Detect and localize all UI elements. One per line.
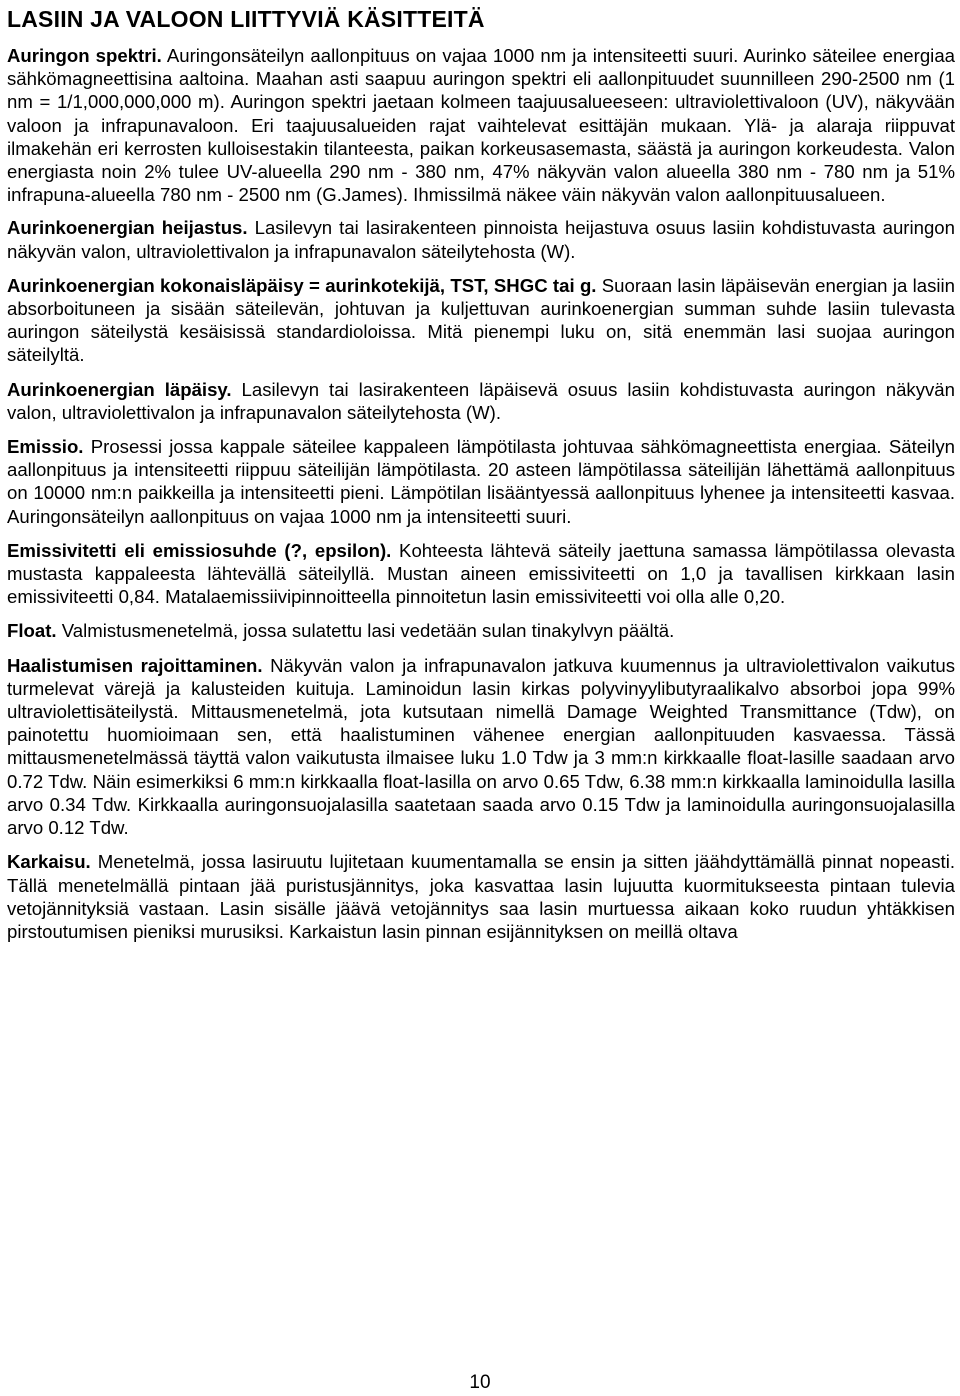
definition-text: Menetelmä, jossa lasiruutu lujitetaan kuumentamalla se ensin ja sitten jäähdyttämällä pinnat nopeasti. Tällä menetelmällä pintaan jää puristusjännitys, joka kasvattaa lasin lujuutta kuormitukseesta pintaan tulevia vetojännityksiä vastaan. Lasin sisälle jäävä vetojännitys saa lasin murtuessa aikaan koko ruudun yhtäkkisen pirstoutumisen pieniksi murusiksi. Karkaistun lasin pinnan esijännityksen on meillä oltava bbox=[7, 851, 955, 942]
definition-text: Lasilevyn tai lasirakenteen pinnoista heijastuva osuus lasiin kohdistuvasta auringon näkyvän valon, ultraviolettivalon ja infrapunavalon säteilytehosta (W). bbox=[7, 217, 955, 262]
definition-aurinkoenergian-heijastus bbox=[7, 216, 955, 262]
document-page bbox=[7, 0, 955, 943]
term-label: Aurinkoenergian heijastus. bbox=[7, 217, 248, 239]
definition-auringon-spektri bbox=[7, 44, 955, 206]
term-label: Karkaisu. bbox=[7, 851, 91, 873]
definition-karkaisu bbox=[7, 850, 955, 943]
term-label: Emissivitetti eli emissiosuhde (?, epsilon). bbox=[7, 539, 392, 561]
term-label: Haalistumisen rajoittaminen. bbox=[7, 654, 263, 676]
definition-float bbox=[7, 619, 955, 642]
page-title: LASIIN JA VALOON LIITTYVIÄ KÄSITTEITÄ bbox=[7, 6, 485, 32]
definition-text: Prosessi jossa kappale säteilee kappaleen lämpötilasta johtuvaa sähkömagneettista energiaa. Säteilyn aallonpituus ja intensiteetti riippuu säteilijän lämpötilasta. 20 asteen lämpötilassa säteilijän lähettämä aallonpituus on 10000 nm:n paikkeilla ja intensiteetti pieni. Lämpötilan lisääntyessä aallonpituus lyhenee ja intensiteetti kasvaa. Auringonsäteilyn aallonpituus on vajaa 1000 nm ja intensiteetti suuri. bbox=[7, 436, 955, 527]
definition-haalistumisen-rajoittaminen bbox=[7, 654, 955, 840]
definition-text: Auringonsäteilyn aallonpituus on vajaa 1000 nm ja intensiteetti suuri. Aurinko säteilee energiaa sähkömagneettisina aaltoina. Maahan asti saapuu auringon spektri eli aallonpituudet suunnilleen 290-2500 nm (1 nm = 1/1,000,000,000 m). Auringon spektri jaetaan kolmeen taajuusalueeseen: ultraviolettivaloon (UV), näkyvään valoon ja infrapunavaloon. Eri taajuusalueiden rajat vaihtelevat esittäjän mukaan. Ylä- ja alaraja riippuvat ilmakehän eri kerrosten kulloisestakin tilanteesta, paikan korkeusasemasta, säästä ja auringon korkeudesta. Valon energiasta noin 2% tulee UV-alueella 290 nm - 380 nm, 47% näkyvän valon alueella 380 nm - 780 nm ja 51% infrapuna-alueella 780 nm - 2500 nm (G.James). Ihmissilmä näkee väin näkyvän valon aallonpituusalueen. bbox=[7, 45, 955, 206]
term-label: Aurinkoenergian läpäisy. bbox=[7, 378, 232, 400]
term-label: Aurinkoenergian kokonaisläpäisy = aurinkotekijä, TST, SHGC tai g. bbox=[7, 274, 597, 296]
definition-text: Suoraan lasin läpäisevän energian ja lasiin absorboituneen ja sisään säteilevän, johtuvan ja kuljettuvan aurinkoenergian summan suhde lasiin tulevasta auringon säteilystä kesäisissä standardioloissa. Mitä pienempi luku on, sitä enemmän lasi suojaa auringon säteilyltä. bbox=[7, 274, 955, 366]
definition-text: Kohteesta lähtevä säteily jaettuna samassa lämpötilassa olevasta mustasta kappaleesta lähtevällä säteilyllä. Mustan aineen emissiviteetti on 1,0 ja tavallisen kirkkaan lasin emissiviteetti 0,84. Matalaemissiivipinnoitteella pinnoitetun lasin emissiviteetti voi olla alle 0,20. bbox=[7, 539, 955, 608]
definition-aurinkoenergian-lapaisy bbox=[7, 378, 955, 424]
definition-text: Valmistusmenetelmä, jossa sulatettu lasi vedetään sulan tinakylvyn päältä. bbox=[56, 620, 675, 642]
term-label: Emissio. bbox=[7, 436, 84, 458]
page-number: 10 bbox=[469, 1372, 491, 1393]
term-label: Float. bbox=[7, 620, 57, 642]
term-label: Auringon spektri. bbox=[7, 45, 162, 66]
definition-text: Lasilevyn tai lasirakenteen läpäisevä osuus lasiin kohdistuvasta auringon näkyvän valon, ultraviolettivalon ja infrapunavalon säteilytehosta (W). bbox=[7, 378, 955, 423]
definition-text: Näkyvän valon ja infrapunavalon jatkuva kuumennus ja ultraviolettivalon vaikutus turmelevat värejä ja kalusteiden kuituja. Laminoidun lasin kirkas polyvinyylibutyraalikalvo absorboi jopa 99% ultraviolettisäteilystä. Mittausmenetelmä, jota kutsutaan nimellä Damage Weighted Transmittance (Tdw), on painotettu huomioimaan sen, että haalistuminen vähenee energian aallonpituuden kasvaessa. Tässä mittausmenetelmässä täyttä valon vaikutusta ilmaisee luku 1.0 Tdw ja 3 mm:n kirkkaalle float-lasille saadaan arvo 0.72 Tdw. Näin esimerkiksi 6 mm:n kirkkaalla float-lasilla on arvo 0.65 Tdw, 6.38 mm:n kirkkaalla laminoidulla lasilla arvo 0.34 Tdw. Kirkkaalla auringonsuojalasilla saatetaan saada arvo 0.15 Tdw ja laminoidulla auringonsuojalasilla arvo 0.12 Tdw. bbox=[7, 654, 955, 839]
definition-emissio bbox=[7, 435, 955, 528]
definition-emissivitetti bbox=[7, 539, 955, 609]
definition-aurinkoenergian-kokonaislapaisy bbox=[7, 274, 955, 367]
